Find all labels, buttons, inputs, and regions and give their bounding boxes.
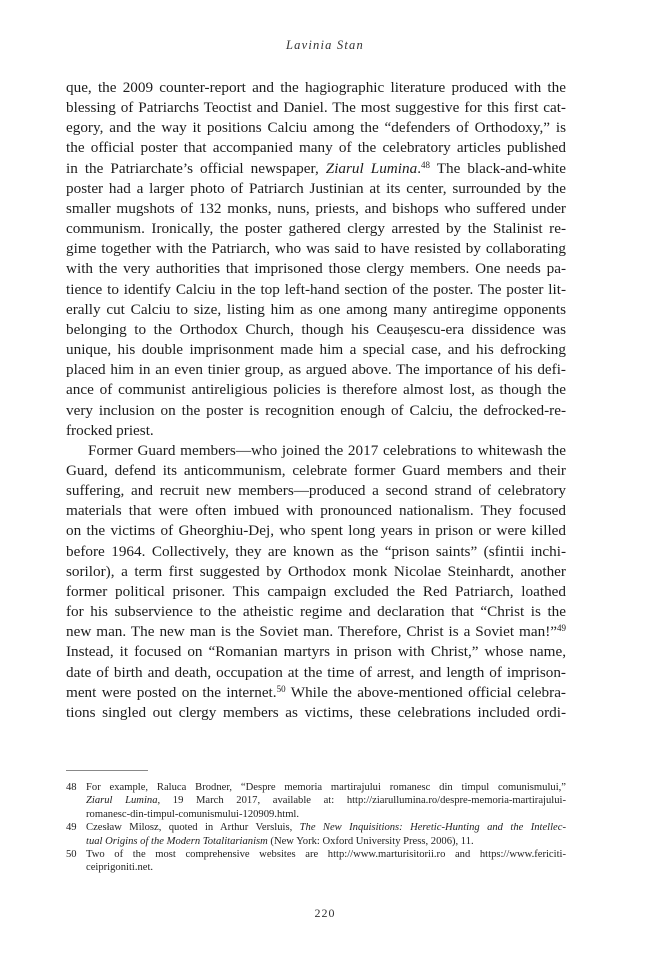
- newspaper-title: Ziarul Lumina: [325, 159, 418, 177]
- text-line: que, the 2009 counter-report and the hagiographic literature produced with the: [66, 79, 566, 96]
- text-line: [66, 683, 566, 703]
- text-run: (New York: Oxford University Press, 2006), 11.: [267, 835, 474, 847]
- text-run: new man. The new man is the Soviet man. Therefore, Christ is a Soviet man!”: [66, 623, 557, 641]
- footnote-line: [86, 821, 566, 834]
- book-title: tual Origins of the Modern Totalitarianism: [86, 835, 268, 847]
- book-title: The New Inquisitions: Heretic-Hunting and the Intellec-: [299, 822, 566, 834]
- text-line: placed him in an even tinier group, as argued above. The importance of his defi-: [66, 361, 566, 379]
- footnote-49: [66, 821, 566, 848]
- text-run: .: [417, 159, 421, 177]
- footnote-line: [86, 794, 566, 807]
- text-line: materials that were often imbued with pronounced nationalism. They focused: [66, 502, 566, 520]
- footnote-number: 48: [66, 782, 77, 793]
- footnote-line: romanesc-din-timpul-comunismului-120909.html.: [86, 808, 300, 820]
- footnote-line: For example, Raluca Brodner, “Despre memoria martirajului romanesc din timpul comunismului,”: [86, 782, 566, 793]
- text-run: ment were posted on the internet.: [66, 683, 277, 701]
- text-line: suffering, and recruit new members—produced a second strand of celebratory: [66, 482, 566, 500]
- text-line: for his subservience to the atheistic regime and declaration that “Christ is the: [66, 603, 566, 621]
- text-line: smaller mugshots of 132 monks, nuns, priests, and bishops who suffered under: [66, 199, 566, 217]
- text-line: Former Guard members—who joined the 2017 celebrations to whitewash the: [88, 441, 566, 459]
- text-run: The black-and-white: [429, 159, 567, 177]
- text-line: gime together with the Patriarch, who was said to have resisted by collaborating: [66, 240, 566, 258]
- newspaper-title: Ziarul Lumina: [86, 795, 158, 807]
- footnote-line[interactable]: ceiprigoniti.net.: [86, 862, 154, 874]
- text-run: Czesław Milosz, quoted in Arthur Versluis,: [86, 822, 300, 834]
- text-line: with the very authorities that imprisoned those clergy members. One needs pa-: [66, 260, 566, 278]
- paragraph-2: [66, 441, 566, 723]
- page-number: 220: [314, 906, 336, 920]
- footnote-divider: [66, 770, 148, 771]
- paragraph-1: [66, 78, 566, 441]
- text-line: tience to identify Calciu in the top left-hand section of the poster. The poster lit-: [66, 280, 566, 298]
- footnotes: [66, 781, 566, 875]
- footnote-number: 50: [66, 849, 77, 861]
- text-run: in the Patriarchate’s official newspaper,: [66, 159, 326, 177]
- text-line: blessing of Patriarchs Teoctist and Daniel. The most suggestive for this first cat-: [66, 99, 566, 117]
- main-text: [66, 78, 566, 723]
- text-line: the official poster that accompanied many of the celebratory articles published: [66, 139, 566, 157]
- text-run: While the above-mentioned official celebra-: [285, 683, 566, 701]
- text-line: erally cut Calciu to size, listing him as one among many antiregime opponents: [66, 300, 566, 318]
- text-line: belonging to the Orthodox Church, though his Ceaușescu-era dissidence was: [66, 320, 566, 338]
- footnote-ref-50[interactable]: 50: [276, 683, 286, 694]
- footnote-number: 49: [66, 822, 77, 834]
- text-line: very inclusion on the poster is recognition enough of Calciu, the defrocked-re-: [66, 401, 566, 419]
- text-line: egory, and the way it positions Calciu among the “defenders of Orthodoxy,” is: [66, 119, 566, 137]
- text-line: Instead, it focused on “Romanian martyrs in prison with Christ,” whose name,: [66, 643, 566, 661]
- text-line: poster had a larger photo of Patriarch Justinian at its center, surrounded by the: [66, 179, 566, 197]
- text-line: tions singled out clergy members as victims, these celebrations included ordi-: [66, 703, 566, 721]
- text-line: [66, 159, 566, 179]
- text-line: Guard, defend its anticommunism, celebrate former Guard members and their: [66, 461, 566, 479]
- footnote-50: [66, 848, 566, 875]
- text-line: communism. Ironically, the poster gathered clergy arrested by the Stalinist re-: [66, 220, 566, 238]
- running-head: Lavinia Stan: [286, 38, 364, 52]
- text-line: former political prisoner. This campaign excluded the Red Patriarch, loathed: [66, 582, 566, 600]
- text-line: unique, his double imprisonment made him a special case, and his defrocking: [66, 341, 566, 359]
- text-line: before 1964. Collectively, they are known as the “prison saints” (sfintii inchi-: [66, 542, 566, 560]
- text-line: sorilor), a term first suggested by Orthodox monk Nicolae Steinhardt, another: [66, 562, 566, 580]
- text-line: date of birth and death, occupation at the time of arrest, and length of imprison-: [66, 663, 566, 681]
- footnote-48: [66, 781, 566, 821]
- footnote-link[interactable]: , 19 March 2017, available at: http://ziarullumina.ro/despre-memoria-martirajului-: [157, 795, 566, 807]
- text-line: ance of communist antireligious policies is therefore almost lost, as though the: [66, 381, 566, 399]
- footnote-ref-48[interactable]: 48: [420, 159, 430, 170]
- text-line: on the victims of Gheorghiu-Dej, who spent long years in prison or were killed: [66, 522, 566, 540]
- text-line: [66, 622, 566, 642]
- footnote-ref-49[interactable]: 49: [557, 623, 566, 634]
- footnote-line: [86, 835, 566, 848]
- text-line: frocked priest.: [66, 421, 154, 439]
- footnote-line[interactable]: Two of the most comprehensive websites are http://www.marturisitorii.ro and https://www.fericiti-: [86, 849, 566, 861]
